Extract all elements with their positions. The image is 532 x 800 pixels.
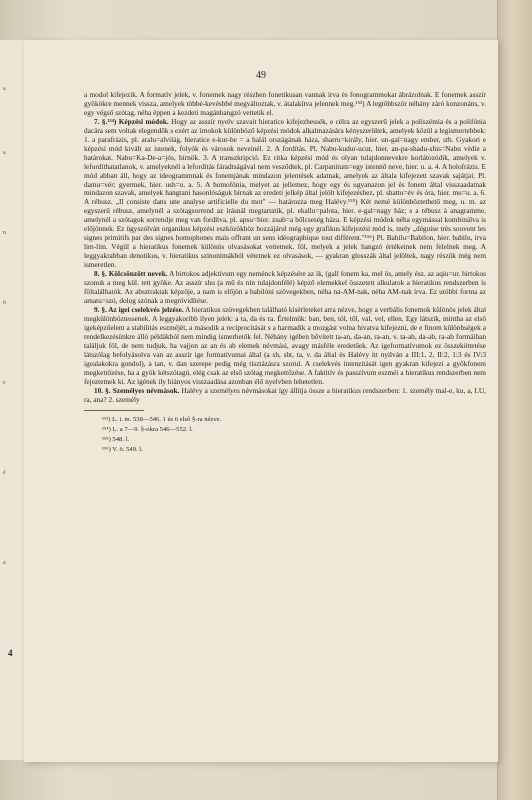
page-body <box>84 91 486 455</box>
margin-fragment: n <box>3 230 6 236</box>
section-7: 7. §.¹⁵⁴) Képzési módok. Hogy az asszír nyelv szavait hieratice kifejezhessék, e célra az egyszerű jelek a poliszémia és a polifónia dacára sem voltak elegendők s ezért az írnokok különböző képzési módok alkalmazására kényszerültek, amelyek közül a legismertebbek: 1. a parafrázis, pl. aralu=alvilág, hieratice e-kur-be = a halál országának háza, sharru=király, hier. un-gal=nagy ember, stb. Gyakori e képzési mód kivált az istenek, folyók és városok neveinél. 2. A fordítás. Pl. Nabu-kudur-ucur, hier. an-pa-shadu-shis=Nabu védie a határokat. Nabu=Ka-De-a=jós, hírnök. 3. A transzkripció. Ez ritka képzési mód és olyan tulajdonnevekre korlátozódik, amelyek v. lefordíthatatlanok, v. amelyeknél a lefordítás fáradtságával nem vesződtek, pl. Carpanitum=egy istennő neve, hier. u. a. 4. A holofrázis. E mód abban áll, hogy az ideogrammnak és fonemjának mindazon jelentések adatnak, amelyek az általa kifejezett szavak sajátjai. Pl. damu=vér; gyermek, hier. ush=u. a. 5. A homofónia, melyet az jellemez, hogy egy és ugyanazon jel és fonem által visszaadatnak mindazon szavak, amelyek hangtani hasonlóságuk bírnak az eredeti jelkép által jelölt kifejezéshez, pl. shattu=év és óra, hier. mu=u. a. 6. A rébusz. „Il consiste dans une analyse artificielle du mot" — határozza meg Halévy.¹⁵⁵) Két nemé különböztethető meg, u. m. az egyszerű rébusz, amelynél a szótagsorrend az írásnál megtartatik, pl. ekallu=palota, hier. e-gal=nagy ház; s a rébusz à anagramme, amelynél a szótagok sorrendje meg van fordítva, pl. apsu=hier. zuab=a bőlcseség háza. E képzési módok néha egymással kombinálva is előjönnek. Ez ügyszólván organikus képzési eszközökhöz hozzájárul még egy grafikus kifejezési mód is, mely „déguise très souvent les signes primitifs par des signes homophones mais offrant un sens idéographique tout différent."¹⁵⁶) Pl. Babilu=Babilon, hier. babilu, írva lim-lim. Végül a hieratikus fonemek különös olvasásokat vettetnek, föl, melyek a jelek hangzó értékeinek nem felelnek meg. A leggyakrabban denotikus, v. hieratikus szinonimákból vétetnek ez olvasások, — gyakran glosszák által jelöltek, nagy részük még nem ismeretlen. <box>84 117 487 269</box>
section-heading: 10. §. Személyes névmások. <box>94 385 180 395</box>
section-10: 10. §. Személyes névmások. Halévy a személyes névmásokat így állítja össze a hieratikus rendszerben: 1. személy mal-e, ku, a, LU, ra, ana? 2. személy <box>84 385 486 404</box>
footnote: ¹⁵³) L. i. m. 538—546. 1 és 6 első §-ra nézve. <box>102 415 222 423</box>
section-heading: 7. §.¹⁵⁴) Képzési módok. <box>94 117 169 127</box>
margin-fragment: a <box>3 560 6 566</box>
margin-fragment: é <box>3 470 6 476</box>
page-number: 49 <box>256 70 266 81</box>
footnote-rule <box>84 410 144 411</box>
margin-fragment: ö <box>3 300 6 306</box>
footnote: ¹⁵⁵) 548. l. <box>102 435 130 443</box>
book-page <box>24 40 498 762</box>
corner-mark: 4 <box>8 648 13 658</box>
paragraph: a modol kifejezik. A formatív jelek, v. fonemek nagy részben fonetikusan vannak írva és fonogrammokat ábrázolnak. E fonemek asszír gyökökre mennek vissza, amelyek többé-kevésbbé megváltoztak, v. átalakítva jelennek meg.¹⁵³) A legtöbbször néhány záró konzonáns, v. egy végső szótag, néha éppen a kezdeti magánhangzó vettetik el. <box>84 90 486 117</box>
section-heading: 9. §. Az igei cselekvés jelzése. <box>94 305 184 315</box>
margin-fragment: e <box>3 380 6 386</box>
previous-page-edge <box>0 40 27 760</box>
footnote: ¹⁵⁶) V. ö. 549. l. <box>102 446 143 453</box>
book-cover-edge <box>497 0 532 800</box>
margin-fragment: a <box>3 86 6 92</box>
section-9: 9. §. Az igei cselekvés jelzése. A hieratikus szövegekben található kísérleteket arra nézve, hogy a verbális fonemok különös jelek által megkülönböztessenek. A leggyakoribb ilyen jelek: a ta, da és ra. Értelmük: ban, ben, tól, től, val, vel, ellen. Egy látszik, mintha az első igeképzőelem a stabilitás eszméjét, a második a reciprocitását s a harmadik a mozgást volna hivatva kifejezni, de e finom különbségek a rendelkezésünkre álló példákból nem mindig ismerhetők fel. Néhány igében bővített ta-an, da-an, ra-an, v. ta-ab, da-ab, ra-ab formáihan találjuk föl, de nem tudjuk, ha vajjon az an és ab elemek névmási, avagy másféle eredetűek. Az igeformatívumok ez összeköttetése látszólag befolyásolva van az asszír ige formatívumai által (a sh, sht, ta, v. da által és Halévy itt nyilván a III:1, 2, II:2, 1:3 és IV:3 igealakokra gondol), a tan, v. dan szerepe pedig még tisztázásra szorul. A cselekvés intenzitását igen gyakran kifejezi a gyökfonem megkettőzése, ha a gyök kétszótagú, elég csak az első szótag megkettőzése. A faktitív és passzívum eszméi a hieratikus rendszerben nem fejeztetnek ki. Az igének ily hiányos visszaadása azonban élő nyelvben lehetetlen. <box>84 305 487 386</box>
section-8: 8. §. Kölcsönzött nevek. A birtokos adjektívum egy neménck képzésére az ik, (gall fonem ka, mel ös, amely ész. az aqiu=ur. birtokos szonuk a meg kül. tett gyöke. Az asszír shu (a mű és nin tulajdonfélé) képző elemekkel összetett alkulatok a hieratikus rendszerben is föltalálhatók. Az absztraktak képzője, a nam is előjön a babilóni szövegekben, néha na-AM-nak, néha AM-nak írva. Ez utóbbi forma az amatu=szó, dolog szónak a megrövidítése. <box>84 269 486 305</box>
footnote: ¹⁵⁴) L. a 7—9. §-okra 546—552. l. <box>102 425 193 433</box>
margin-fragment: a <box>3 150 6 156</box>
section-heading: 8. §. Kölcsönzött nevek. <box>94 269 168 279</box>
